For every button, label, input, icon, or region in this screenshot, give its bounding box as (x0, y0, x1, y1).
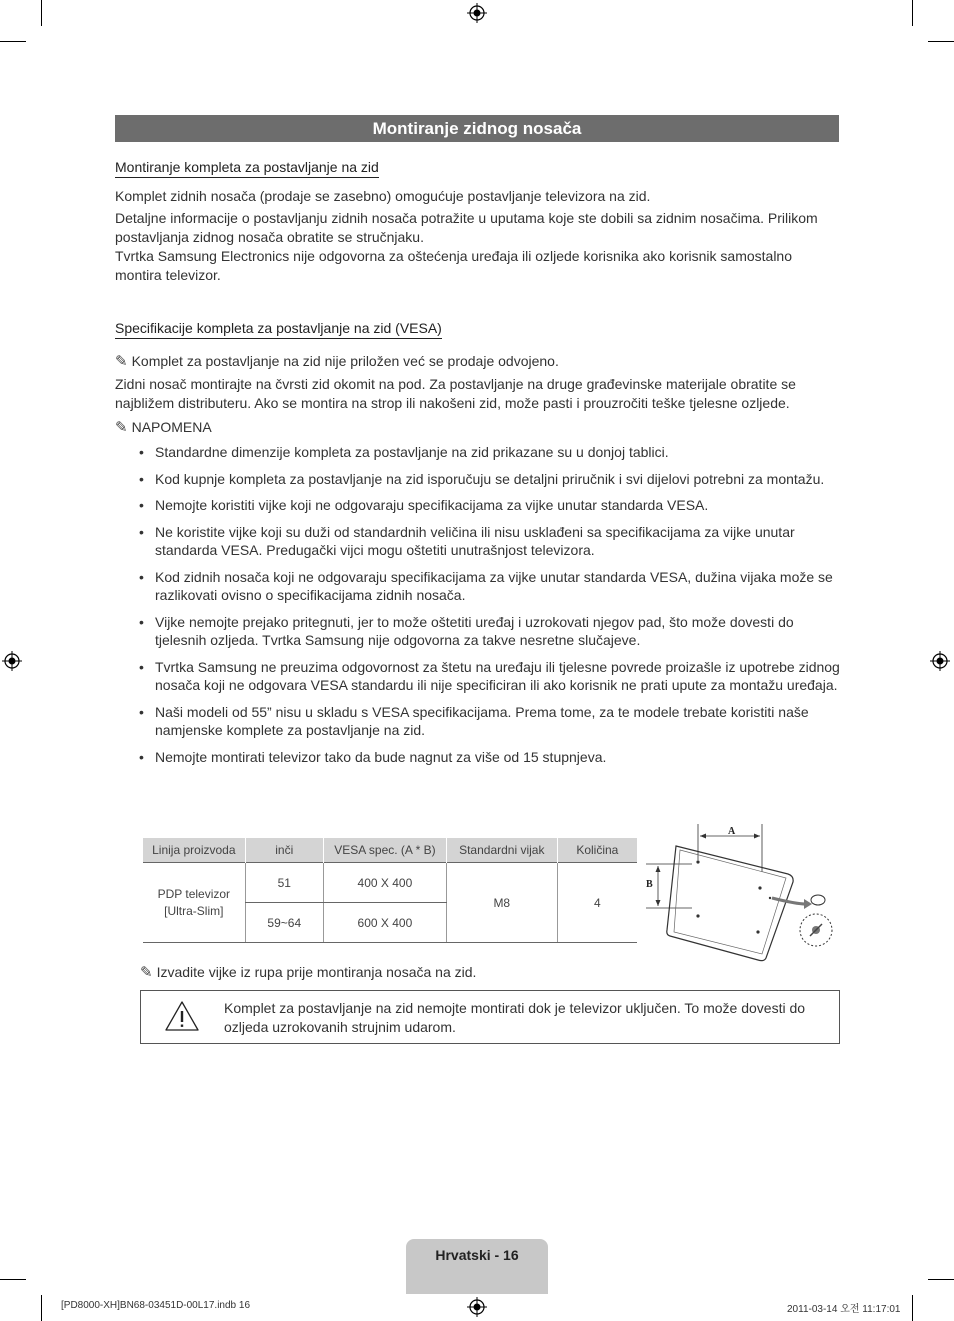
paragraph (115, 209, 855, 285)
list-item: • Standardne dimenzije kompleta za postavljanje na zid prikazane su u donjoj tablici. (115, 443, 845, 462)
crop-mark (41, 1295, 42, 1321)
crop-mark (0, 1279, 26, 1280)
vesa-spec-table (143, 838, 637, 943)
note (115, 352, 845, 371)
print-date-info: 2011-03-14 오전 11:17:01 (787, 1304, 901, 1315)
product-line: PDP televizor (157, 886, 231, 901)
paragraph-line: Zidni nosač montirajte na čvrsti zid okomit na pod. Za postavljanje na druge građevinske materijale obratite se (115, 376, 796, 392)
paragraph-line: Detaljne informacije o postavljanju zidnih nosača potražite u uputama koje ste dobili sa zidnim nosačima. Prilikom (115, 210, 818, 226)
table-cell: 600 X 400 (323, 903, 446, 943)
warning-text (224, 999, 834, 1037)
paragraph-line: postavljanja zidnog nosača obratite se stručnjaku. (115, 229, 424, 245)
table-row (143, 863, 637, 903)
note (140, 963, 840, 982)
crop-mark (912, 1295, 913, 1321)
warning-line: ozljeda uzrokovanih strujnim udarom. (224, 1019, 456, 1035)
table-cell: M8 (446, 863, 557, 943)
paragraph-line: najbližem distributeru. Ako se montira na strop ili nakošeni zid, može pasti i prouzročiti teške tjelesne ozljede. (115, 395, 790, 411)
note-text: Komplet za postavljanje na zid nije priložen već se prodaje odvojeno. (131, 353, 559, 369)
crop-mark (928, 41, 954, 42)
warning-triangle-icon (164, 1000, 200, 1032)
list-item: • Tvrtka Samsung ne preuzima odgovornost za štetu na uređaju ili tjelesne povrede proizašle iz upotrebe zidnog nosača koji ne odgovara VESA standardu ili nije specificiran ili ako korisnik ne prati upute za montažu uređaja. (115, 658, 845, 695)
print-file-info: [PD8000-XH]BN68-03451D-00L17.indb 16 (61, 1300, 251, 1311)
crop-mark (928, 1279, 954, 1280)
table-cell: 400 X 400 (323, 863, 446, 903)
section-heading: Specifikacije kompleta za postavljanje na zid (VESA) (115, 320, 442, 339)
paragraph-line: Tvrtka Samsung Electronics nije odgovorna za oštećenja uređaja ili ozljede korisnika ako korisnik samostalno (115, 248, 793, 264)
note-label (115, 418, 212, 437)
crop-mark (912, 0, 913, 26)
registration-mark-icon (467, 1297, 487, 1317)
bullet-list (115, 443, 845, 774)
list-item: • Kod zidnih nosača koji ne odgovaraju specifikacijama za vijke unutar standarda VESA, dužina vijaka može se razlikovati ovisno o specifikacijama zidnih nosača. (115, 568, 845, 605)
warning-line: Komplet za postavljanje na zid nemojte montirati dok je televizor uključen. To može dovesti do (224, 1000, 806, 1016)
column-header: VESA spec. (A * B) (323, 838, 446, 863)
list-item: • Vijke nemojte prejako pritegnuti, jer to može oštetiti uređaj i uzrokovati njegov pad, što može dovesti do tjelesnih ozljeda. Tvrtka Samsung nije odgovorna za takve nesretne slučajeve. (115, 613, 845, 650)
column-header: Linija proizvoda (143, 838, 245, 863)
list-item: • Kod kupnje kompleta za postavljanje na zid isporučuju se detaljni priručnik i svi dijelovi potrebni za montažu. (115, 470, 845, 489)
list-item: • Ne koristite vijke koji su duži od standardnih veličina ili nisu usklađeni sa specifikacijama za vijke unutar standarda VESA. Predugački vijci mogu oštetiti unutrašnjost televizora. (115, 523, 845, 560)
crop-mark (41, 0, 42, 26)
registration-mark-icon (467, 3, 487, 23)
pencil-note-icon: ✎ (115, 419, 128, 436)
table-cell: 59~64 (245, 903, 323, 943)
table-cell (143, 863, 245, 943)
dimension-label-a: A (728, 826, 736, 837)
list-item: • Nemojte montirati televizor tako da bude nagnut za više od 15 stupnjeva. (115, 748, 845, 767)
warning-box (140, 990, 840, 1044)
note-text: Izvadite vijke iz rupa prije montiranja nosača na zid. (156, 964, 477, 980)
paragraph-line: montira televizor. (115, 267, 221, 283)
pencil-note-icon: ✎ (140, 964, 153, 981)
pencil-note-icon: ✎ (115, 353, 128, 370)
crop-mark (0, 41, 26, 42)
registration-mark-icon (2, 651, 22, 671)
page-number-tab: Hrvatski - 16 (406, 1239, 548, 1294)
list-item: • Naši modeli od 55” nisu u skladu s VESA specifikacijama. Prema tome, za te modele trebate koristiti naše namjenske komplete za postavljanje na zid. (115, 703, 845, 740)
list-item: • Nemojte koristiti vijke koji ne odgovaraju specifikacijama za vijke unutar standarda VESA. (115, 496, 845, 515)
note-label-text: NAPOMENA (131, 419, 212, 435)
column-header: inči (245, 838, 323, 863)
section-heading: Montiranje kompleta za postavljanje na zid (115, 159, 379, 178)
column-header: Standardni vijak (446, 838, 557, 863)
page-title: Montiranje zidnog nosača (115, 115, 839, 142)
table-cell: 4 (557, 863, 637, 943)
product-line: [Ultra-Slim] (164, 903, 224, 918)
table-header-row (143, 838, 637, 863)
column-header: Količina (557, 838, 637, 863)
registration-mark-icon (930, 651, 950, 671)
dimension-label-b: B (646, 879, 653, 890)
table-cell: 51 (245, 863, 323, 903)
wall-mount-diagram (640, 818, 840, 968)
paragraph (115, 375, 855, 413)
paragraph: Komplet zidnih nosača (prodaje se zasebno) omogućuje postavljanje televizora na zid. (115, 188, 651, 204)
